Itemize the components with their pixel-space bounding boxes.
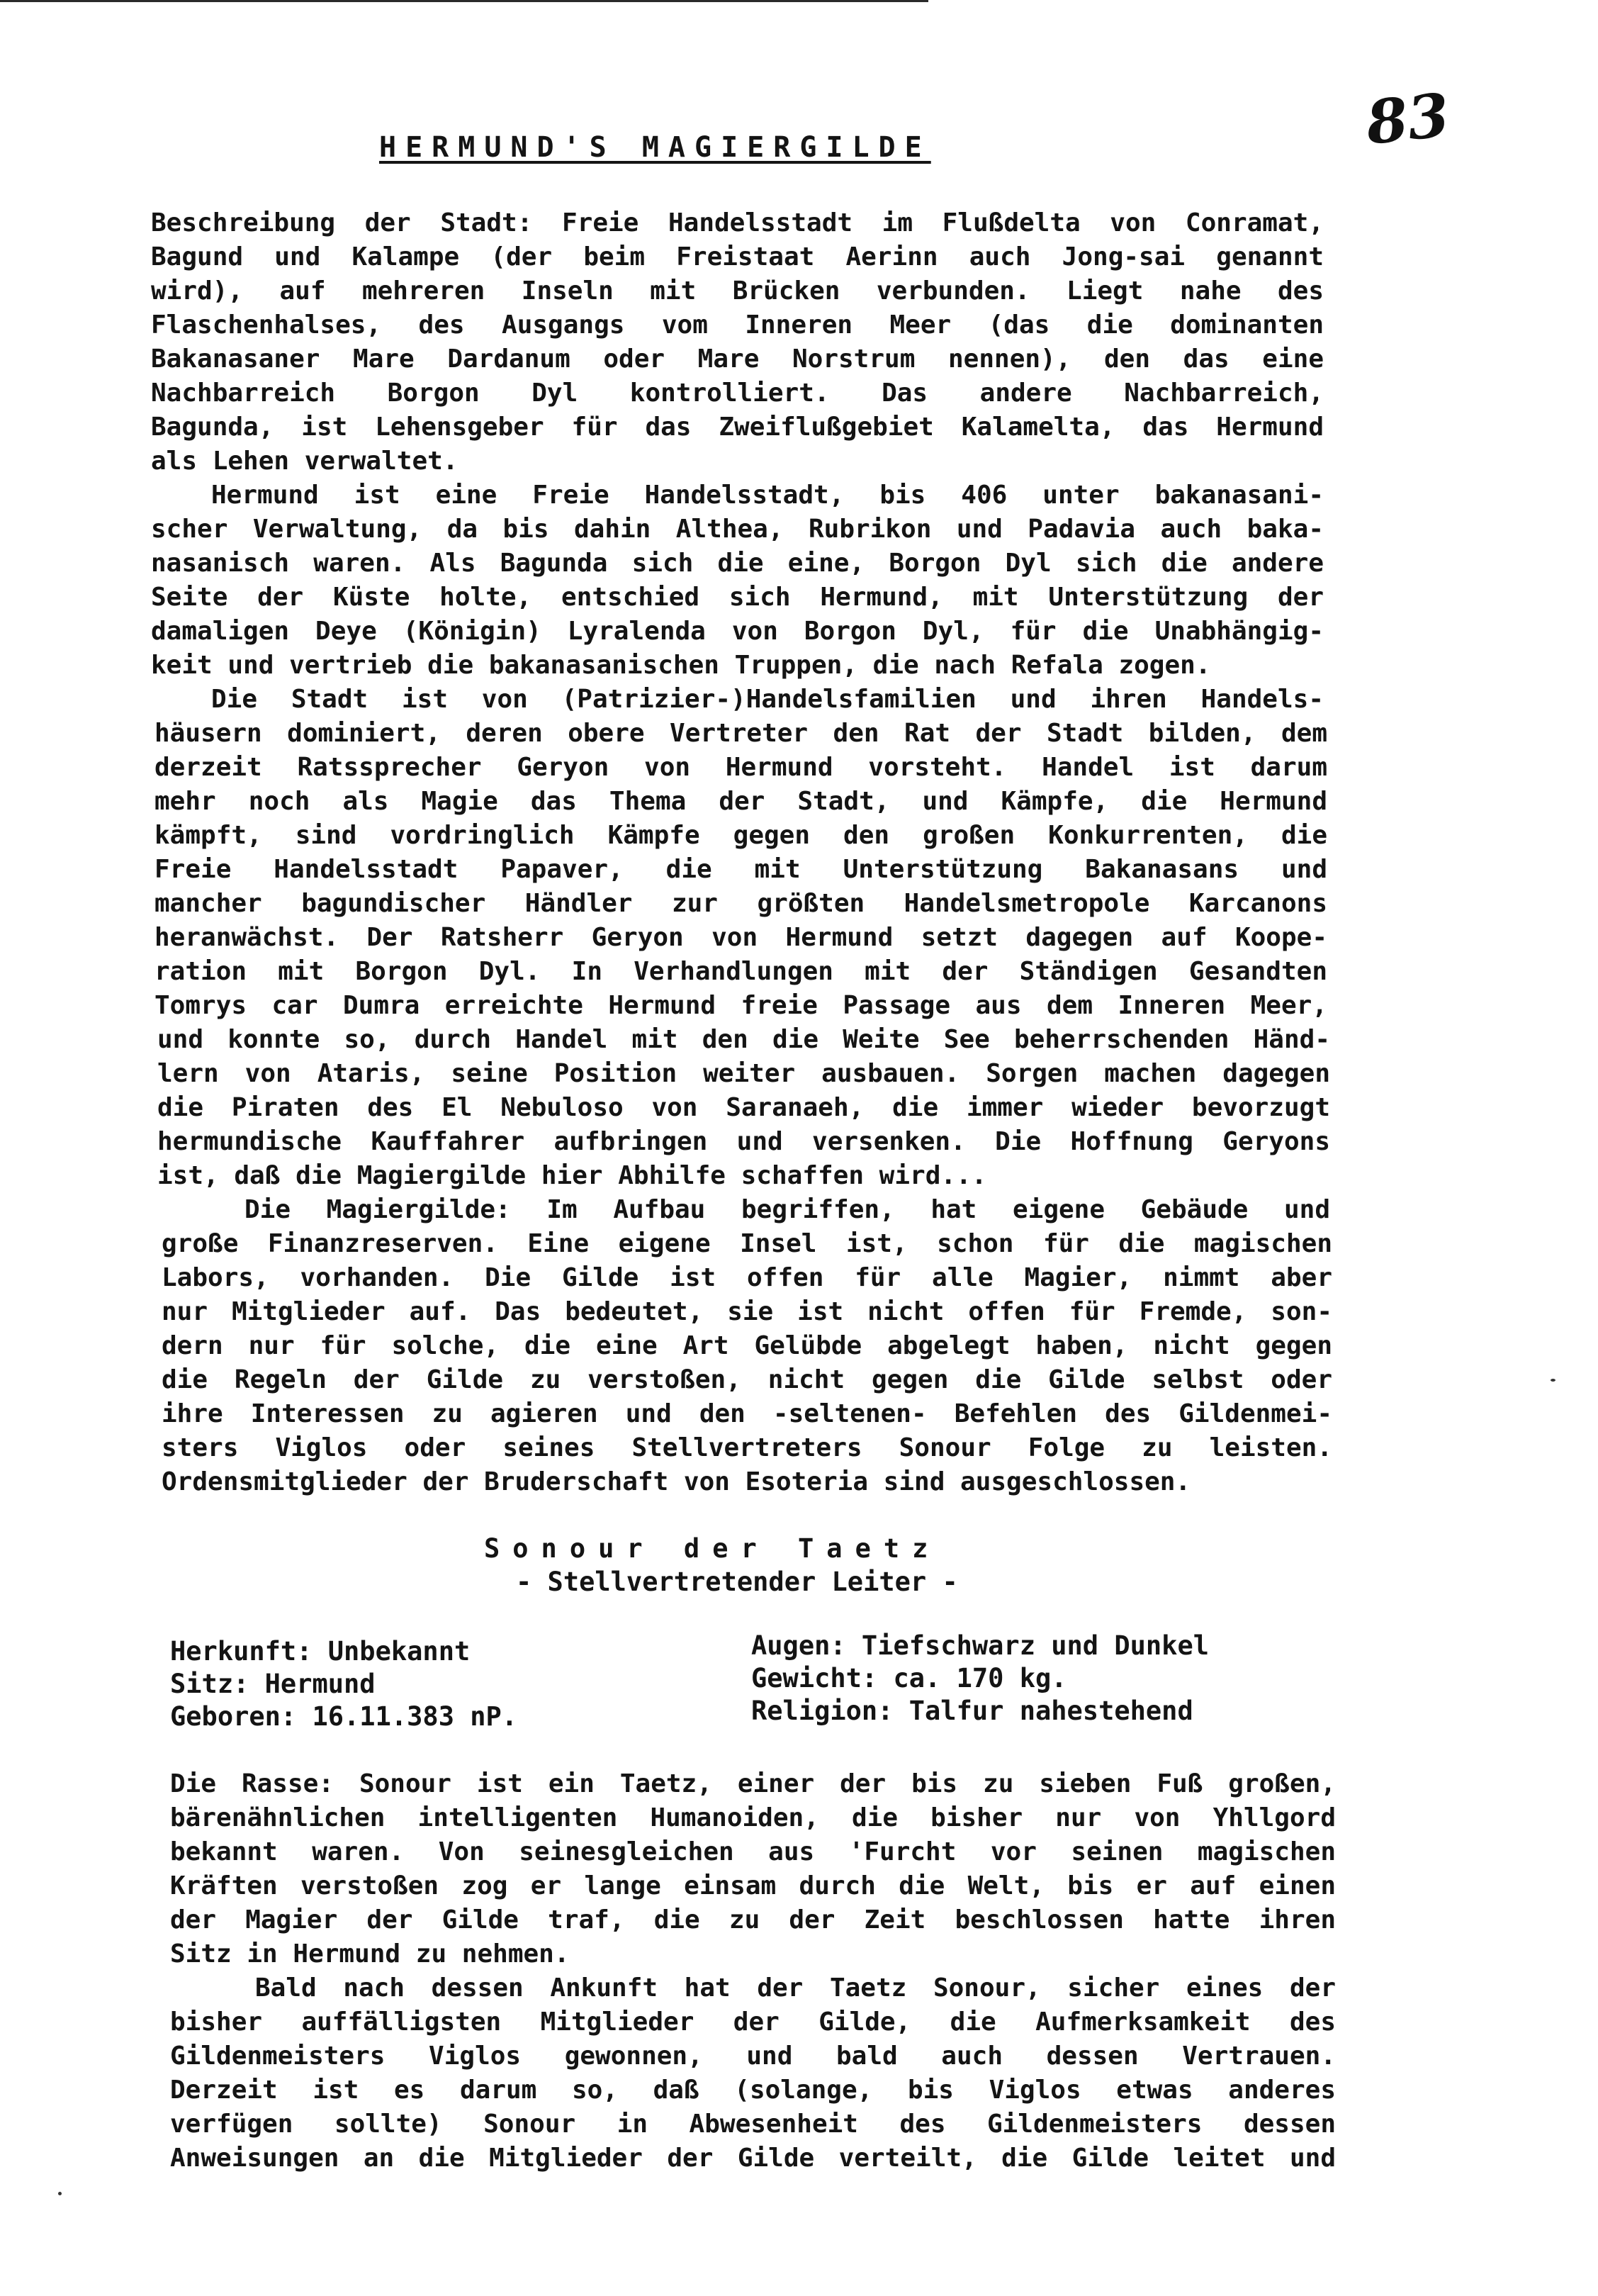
bio-line: Kräften verstoßen zog er lange einsam durch die Welt, bis er auf einen: [170, 1871, 1336, 1900]
body-line: Seite der Küste holte, entschied sich Hermund, mit Unterstützung der: [151, 583, 1324, 612]
info-religion: Religion: Talfur nahestehend: [751, 1696, 1193, 1726]
body-line: Die Stadt ist von (Patrizier-)Handelsfamilien und ihren Handels-: [211, 685, 1324, 714]
body-line: als Lehen verwaltet.: [151, 447, 458, 476]
body-line: Die Magiergilde: Im Aufbau begriffen, hat eigene Gebäude und: [244, 1195, 1330, 1224]
body-line: Ordensmitglieder der Bruderschaft von Esoteria sind ausgeschlossen.: [162, 1467, 1191, 1496]
body-line: heranwächst. Der Ratsherr Geryon von Hermund setzt dagegen auf Koope-: [154, 923, 1327, 952]
body-line: häusern dominiert, deren obere Vertreter den Rat der Stadt bilden, dem: [154, 719, 1327, 748]
body-line: scher Verwaltung, da bis dahin Althea, Rubrikon und Padavia auch baka-: [151, 515, 1324, 544]
body-line: Bakanasaner Mare Dardanum oder Mare Norstrum nennen), den das eine: [151, 345, 1324, 374]
page-number: 83: [1363, 79, 1453, 158]
bio-line: Die Rasse: Sonour ist ein Taetz, einer der bis zu sieben Fuß großen,: [170, 1769, 1336, 1798]
info-eyes: Augen: Tiefschwarz und Dunkel: [751, 1630, 1210, 1661]
body-line: nasanisch waren. Als Bagunda sich die eine, Borgon Dyl sich die andere: [151, 549, 1324, 578]
body-line: Hermund ist eine Freie Handelsstadt, bis 406 unter bakanasani-: [211, 481, 1324, 510]
body-line: mancher bagundischer Händler zur größten Handelsmetropole Karcanons: [154, 889, 1327, 918]
document-title: HERMUND'S MAGIERGILDE: [379, 131, 931, 164]
bio-line: Derzeit ist es darum so, daß (solange, bis Viglos etwas anderes: [170, 2076, 1336, 2105]
body-line: Bagund und Kalampe (der beim Freistaat Aerinn auch Jong-sai genannt: [151, 242, 1324, 271]
info-origin: Herkunft: Unbekannt: [170, 1636, 471, 1667]
body-line: hermundische Kauffahrer aufbringen und versenken. Die Hoffnung Geryons: [157, 1127, 1330, 1156]
body-line: nur Mitglieder auf. Das bedeutet, sie ist nicht offen für Fremde, son-: [162, 1297, 1332, 1326]
body-line: derzeit Ratssprecher Geryon von Hermund vorsteht. Handel ist darum: [154, 753, 1327, 782]
body-line: sters Viglos oder seines Stellvertreters Sonour Folge zu leisten.: [162, 1433, 1332, 1462]
info-weight: Gewicht: ca. 170 kg.: [751, 1663, 1067, 1693]
body-line: die Regeln der Gilde zu verstoßen, nicht gegen die Gilde selbst oder: [162, 1365, 1332, 1394]
info-right-column: [751, 1630, 1209, 1727]
body-line: Labors, vorhanden. Die Gilde ist offen für alle Magier, nimmt aber: [162, 1263, 1332, 1292]
section-heading: Sonour der Taetz: [484, 1533, 941, 1564]
bio-line: der Magier der Gilde traf, die zu der Zeit beschlossen hatte ihren: [170, 1905, 1336, 1934]
body-line: Bagunda, ist Lehensgeber für das Zweiflußgebiet Kalamelta, das Hermund: [151, 413, 1324, 442]
body-line: die Piraten des El Nebuloso von Saranaeh, die immer wieder bevorzugt: [157, 1093, 1330, 1122]
scan-speck: [58, 2192, 62, 2195]
body-line: große Finanzreserven. Eine eigene Insel ist, schon für die magischen: [162, 1229, 1332, 1258]
body-line: Nachbarreich Borgon Dyl kontrolliert. Das andere Nachbarreich,: [151, 379, 1324, 408]
body-line: und konnte so, durch Handel mit den die Weite See beherrschenden Händ-: [157, 1025, 1330, 1054]
bio-line: bekannt waren. Von seinesgleichen aus 'Furcht vor seinen magischen: [170, 1837, 1336, 1866]
body-line: Freie Handelsstadt Papaver, die mit Unterstützung Bakanasans und: [154, 855, 1327, 884]
body-line: lern von Ataris, seine Position weiter ausbauen. Sorgen machen dagegen: [157, 1059, 1330, 1088]
section-subheading: - Stellvertretender Leiter -: [516, 1567, 958, 1597]
bio-line: Sitz in Hermund zu nehmen.: [170, 1939, 570, 1969]
bio-line: bisher auffälligsten Mitglieder der Gilde, die Aufmerksamkeit des: [170, 2007, 1336, 2037]
bio-line: Anweisungen an die Mitglieder der Gilde verteilt, die Gilde leitet und: [170, 2144, 1336, 2173]
body-line: Tomrys car Dumra erreichte Hermund freie Passage aus dem Inneren Meer,: [154, 991, 1327, 1020]
scan-speck: [1551, 1379, 1555, 1382]
bio-line: verfügen sollte) Sonour in Abwesenheit des Gildenmeisters dessen: [170, 2110, 1336, 2139]
body-line: ration mit Borgon Dyl. In Verhandlungen mit der Ständigen Gesandten: [154, 957, 1327, 986]
body-line: keit und vertrieb die bakanasanischen Truppen, die nach Refala zogen.: [151, 651, 1211, 680]
bio-line: bärenähnlichen intelligenten Humanoiden, die bisher nur von Yhllgord: [170, 1803, 1336, 1832]
body-line: dern nur für solche, die eine Art Gelübde abgelegt haben, nicht gegen: [162, 1331, 1332, 1360]
body-line: ist, daß die Magiergilde hier Abhilfe schaffen wird...: [157, 1161, 987, 1190]
info-left-column: [170, 1635, 517, 1733]
body-line: ihre Interessen zu agieren und den -seltenen- Befehlen des Gildenmei-: [162, 1399, 1332, 1428]
bio-line: Gildenmeisters Viglos gewonnen, und bald auch dessen Vertrauen.: [170, 2042, 1336, 2071]
body-line: Flaschenhalses, des Ausgangs vom Inneren Meer (das die dominanten: [151, 310, 1324, 340]
body-line: wird), auf mehreren Inseln mit Brücken verbunden. Liegt nahe des: [151, 276, 1324, 306]
body-line: mehr noch als Magie das Thema der Stadt, und Kämpfe, die Hermund: [154, 787, 1327, 816]
info-born: Geboren: 16.11.383 nP.: [170, 1701, 518, 1732]
body-line: kämpft, sind vordringlich Kämpfe gegen den großen Konkurrenten, die: [154, 821, 1327, 850]
body-line: damaligen Deye (Königin) Lyralenda von Borgon Dyl, für die Unabhängig-: [151, 617, 1324, 646]
bio-line: Bald nach dessen Ankunft hat der Taetz Sonour, sicher eines der: [255, 1973, 1336, 2003]
body-line: Beschreibung der Stadt: Freie Handelsstadt im Flußdelta von Conramat,: [151, 208, 1324, 237]
scan-top-edge: [0, 0, 928, 2]
info-seat: Sitz: Hermund: [170, 1669, 376, 1699]
